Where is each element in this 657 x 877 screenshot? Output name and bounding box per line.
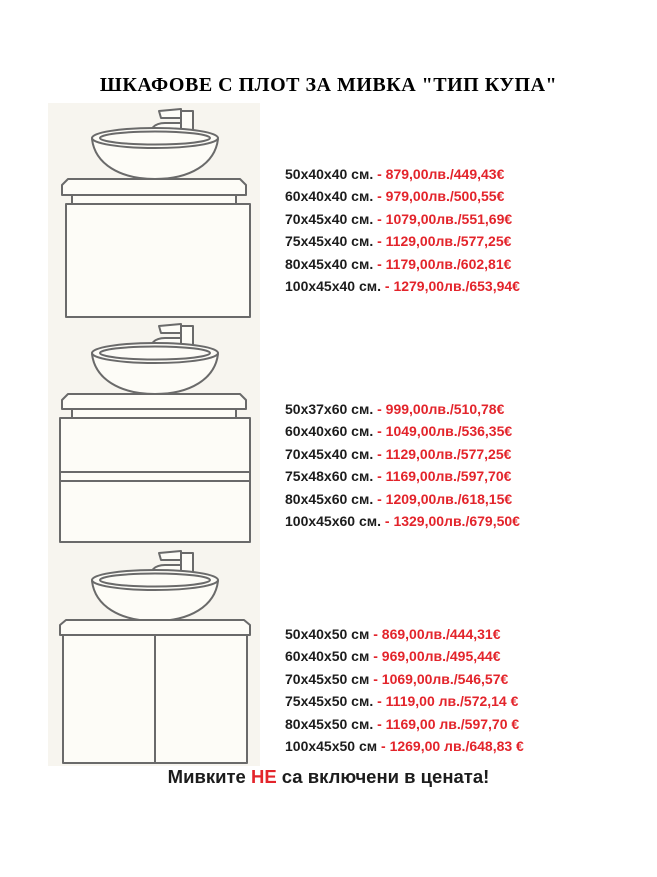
price-line [285,208,645,230]
separator: - [373,210,386,227]
separator: - [369,670,382,687]
countertop [62,394,246,409]
price-value: 999,00лв./510,78€ [385,401,505,417]
price-value: 1129,00лв./577,25€ [385,445,512,462]
separator: - [377,737,390,754]
size-spec: 80x45x40 см. [285,255,374,272]
drawer-bottom [60,481,250,542]
price-line [285,275,645,297]
separator: - [369,648,382,665]
price-list-depth-60 [285,398,645,532]
drawer-gap [60,472,250,481]
size-spec: 70x45x50 см [285,670,370,687]
countertop [62,179,246,195]
separator: - [369,626,382,642]
price-value: 1049,00лв./536,35€ [385,423,513,440]
cabinet-drawing-two-drawers [48,320,260,548]
separator: - [373,423,386,440]
price-line [285,510,645,532]
price-line [285,735,645,757]
drawer-top [60,418,250,472]
price-line [285,465,645,487]
note-text-pre: Мивките [167,766,251,787]
size-spec: 50x40x40 см. [285,166,374,182]
price-value: 1169,00лв./597,70€ [385,468,512,485]
price-value: 1129,00лв./577,25€ [385,233,512,250]
price-list-depth-50 [285,623,645,757]
countertop [60,620,250,635]
size-spec: 80x45x60 см. [285,490,374,507]
price-line [285,185,645,207]
separator: - [373,490,386,507]
note-text-post: са включени в цената! [276,766,490,787]
separator: - [381,277,394,294]
countertop-rail [72,409,236,418]
price-line [285,668,645,690]
size-spec: 75x45x50 см. [285,693,374,710]
size-spec: 100x45x60 см. [285,512,381,529]
price-value: 979,00лв./500,55€ [385,188,505,205]
separator: - [373,188,386,205]
price-line [285,488,645,510]
price-line [285,443,645,465]
cabinet-body [66,204,250,317]
size-spec: 60x40x50 см [285,648,370,665]
price-value: 1169,00 лв./597,70 € [385,715,520,732]
price-value: 869,00лв./444,31€ [381,626,501,642]
price-line [285,163,645,185]
size-spec: 75x48x60 см. [285,468,374,485]
cabinet-drawing-two-doors [48,548,260,766]
separator: - [373,166,386,182]
price-line [285,713,645,735]
size-spec: 80x45x50 см. [285,715,374,732]
countertop-rail [72,195,236,204]
price-list-depth-40 [285,163,645,297]
size-spec: 60x40x60 см. [285,423,374,440]
price-line [285,398,645,420]
price-value: 1279,00лв./653,94€ [393,277,520,294]
footer-note [0,766,657,788]
size-spec: 70x45x40 см. [285,210,374,227]
separator: - [373,693,386,710]
price-value: 1119,00 лв./572,14 € [385,693,519,710]
size-spec: 50x37x60 см. [285,401,374,417]
size-spec: 100x45x40 см. [285,277,381,294]
price-line [285,623,645,645]
size-spec: 70x45x40 см. [285,445,374,462]
size-spec: 50x40x50 см [285,626,370,642]
separator: - [373,445,386,462]
page-title: ШКАФОВЕ С ПЛОТ ЗА МИВКА "ТИП КУПА" [99,74,558,96]
separator: - [373,401,386,417]
separator: - [373,255,386,272]
separator: - [373,715,386,732]
price-line [285,420,645,442]
note-highlight: НЕ [250,766,277,787]
separator: - [373,468,386,485]
cabinet-drawing-single-front [48,103,260,320]
price-value: 1069,00лв./546,57€ [381,670,509,687]
price-line [285,645,645,667]
price-value: 879,00лв./449,43€ [385,166,505,182]
price-line [285,230,645,252]
price-value: 1269,00 лв./648,83 € [389,737,524,754]
separator: - [381,512,394,529]
separator: - [373,233,386,250]
size-spec: 60x40x40 см. [285,188,374,205]
size-spec: 100x45x50 см [285,737,378,754]
price-value: 1329,00лв./679,50€ [393,512,520,529]
size-spec: 75x45x40 см. [285,233,374,250]
price-value: 1179,00лв./602,81€ [385,255,512,272]
price-line [285,690,645,712]
price-value: 1209,00лв./618,15€ [385,490,513,507]
price-value: 969,00лв./495,44€ [381,648,501,665]
price-line [285,253,645,275]
price-value: 1079,00лв./551,69€ [385,210,513,227]
figures-column [48,103,260,766]
